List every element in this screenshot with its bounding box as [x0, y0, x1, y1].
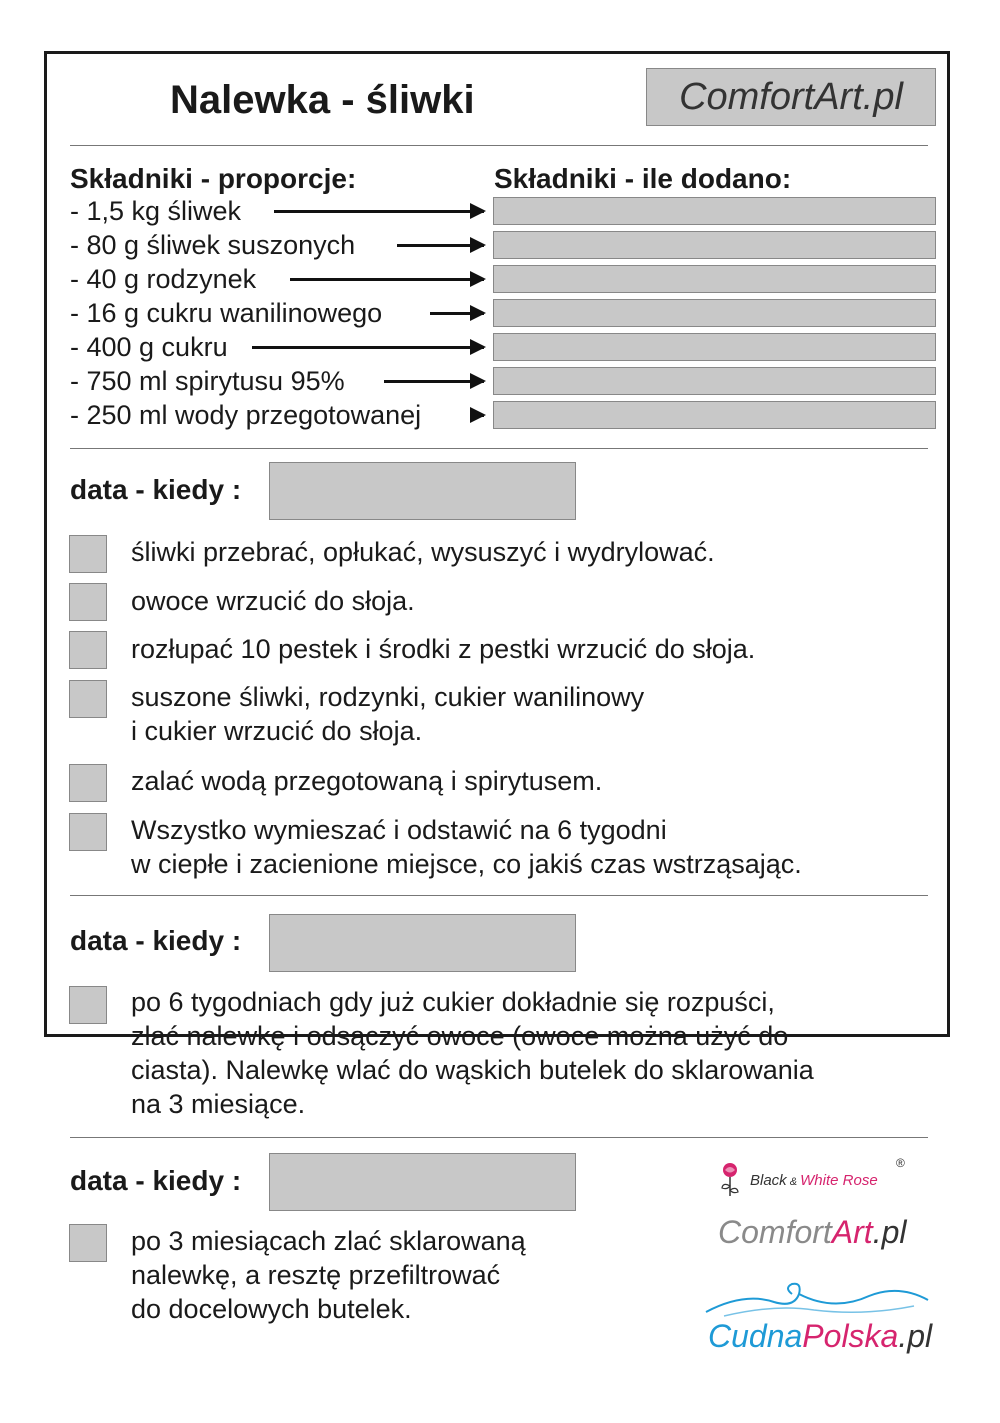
- arrow-icon: [290, 278, 484, 281]
- ingredient-item: - 80 g śliwek suszonych: [70, 230, 356, 260]
- ingredients-added-header: Składniki - ile dodano:: [494, 163, 792, 194]
- step-checkbox[interactable]: [69, 631, 107, 669]
- step-text: owoce wrzucić do słoja.: [131, 586, 415, 616]
- rose-logo-amp: &: [786, 1176, 801, 1188]
- arrow-icon: [430, 312, 484, 315]
- divider: [70, 145, 928, 146]
- rose-logo-text-white: White Rose: [800, 1172, 878, 1189]
- ingredient-added-field[interactable]: [493, 231, 936, 259]
- cudnapolska-logo-part1: Cudna: [708, 1318, 803, 1354]
- step-checkbox[interactable]: [69, 986, 107, 1024]
- ingredient-added-field[interactable]: [493, 197, 936, 225]
- step-text: rozłupać 10 pestek i środki z pestki wrzucić do słoja.: [131, 634, 756, 664]
- ingredient-item: - 250 ml wody przegotowanej: [70, 400, 422, 430]
- step-checkbox[interactable]: [69, 764, 107, 802]
- comfortart-logo-part3: .pl: [872, 1214, 907, 1250]
- rose-logo-text-black: Black: [750, 1172, 787, 1189]
- comfortart-logo: [718, 1214, 906, 1251]
- ingredient-item: - 400 g cukru: [70, 332, 228, 362]
- step-checkbox[interactable]: [69, 535, 107, 573]
- black-white-rose-logo: [718, 1156, 918, 1200]
- step-checkbox[interactable]: [69, 1224, 107, 1262]
- comfortart-logo-part1: Comfort: [718, 1214, 832, 1250]
- date-label: data - kiedy :: [70, 1165, 242, 1196]
- ingredient-added-field[interactable]: [493, 333, 936, 361]
- arrow-icon: [384, 380, 484, 383]
- step-text: śliwki przebrać, opłukać, wysuszyć i wydrylować.: [131, 537, 715, 567]
- date-label: data - kiedy :: [70, 474, 242, 505]
- ingredient-added-field[interactable]: [493, 401, 936, 429]
- date-field[interactable]: [269, 462, 576, 520]
- date-label: data - kiedy :: [70, 925, 242, 956]
- ingredients-proportions-header: Składniki - proporcje:: [70, 163, 357, 194]
- ingredient-item: - 750 ml spirytusu 95%: [70, 366, 345, 396]
- cudnapolska-logo-part3: .pl: [898, 1318, 933, 1354]
- ingredient-item: - 1,5 kg śliwek: [70, 196, 242, 226]
- step-text: po 3 miesiącach zlać sklarowaną nalewkę, a resztę przefiltrować do docelowych butelek.: [131, 1226, 526, 1324]
- arrow-icon: [252, 346, 484, 349]
- step-text: Wszystko wymieszać i odstawić na 6 tygodni w ciepłe i zacienione miejsce, co jakiś czas wstrząsając.: [131, 815, 802, 879]
- page-title: Nalewka - śliwki: [170, 78, 475, 122]
- ingredient-added-field[interactable]: [493, 299, 936, 327]
- divider: [70, 895, 928, 896]
- registered-mark: ®: [896, 1156, 905, 1170]
- cudnapolska-logo-part2: Polska: [802, 1318, 899, 1354]
- ingredient-item: - 40 g rodzynek: [70, 264, 257, 294]
- ingredient-item: - 16 g cukru wanilinowego: [70, 298, 383, 328]
- step-checkbox[interactable]: [69, 583, 107, 621]
- wave-icon: [704, 1274, 930, 1318]
- date-field[interactable]: [269, 914, 576, 972]
- step-text: po 6 tygodniach gdy już cukier dokładnie się rozpuści, zlać nalewkę i odsączyć owoce (owoce można użyć do ciasta). Nalewkę wlać do wąskich butelek do sklarowania na 3 miesiące.: [131, 987, 814, 1119]
- arrow-icon: [397, 244, 484, 247]
- comfortart-logo-part2: Art: [831, 1214, 873, 1250]
- step-text: suszone śliwki, rodzynki, cukier wanilinowy i cukier wrzucić do słoja.: [131, 682, 645, 746]
- arrow-icon: [274, 210, 484, 213]
- step-text: zalać wodą przegotowaną i spirytusem.: [131, 766, 603, 796]
- brand-box: ComfortArt.pl: [646, 68, 936, 126]
- divider: [70, 448, 928, 449]
- date-field[interactable]: [269, 1153, 576, 1211]
- rose-icon: [718, 1160, 742, 1200]
- divider: [70, 1137, 928, 1138]
- ingredient-added-field[interactable]: [493, 367, 936, 395]
- ingredient-added-field[interactable]: [493, 265, 936, 293]
- cudnapolska-logo: [708, 1318, 932, 1355]
- step-checkbox[interactable]: [69, 813, 107, 851]
- step-checkbox[interactable]: [69, 680, 107, 718]
- arrow-icon: [470, 414, 484, 417]
